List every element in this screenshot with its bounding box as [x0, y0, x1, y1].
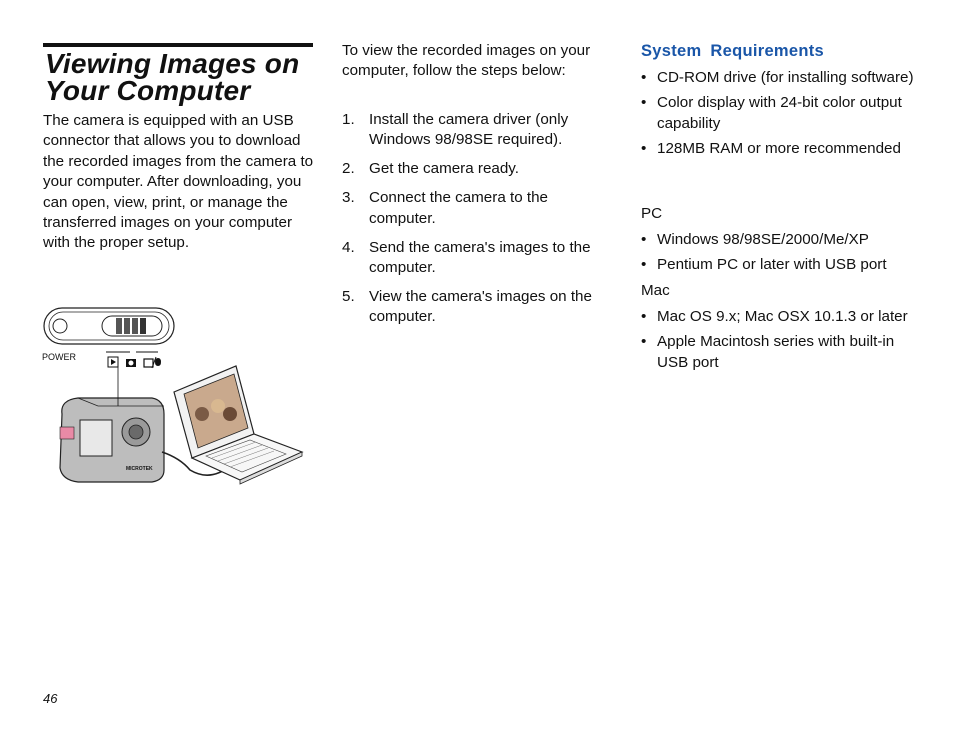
step-text: Send the camera's images to the computer.: [369, 238, 591, 276]
mac-label: Mac: [641, 282, 670, 299]
requirement-text: Color display with 24-bit color output capability: [657, 94, 902, 132]
requirement-text: CD-ROM drive (for installing software): [657, 69, 914, 86]
requirement-item: [641, 255, 916, 275]
camera-brand-text: MICROTEK: [126, 466, 153, 472]
requirement-text: Mac OS 9.x; Mac OSX 10.1.3 or later: [657, 308, 908, 325]
requirement-item: [641, 93, 916, 134]
page-title: Viewing Images on Your Computer: [45, 48, 300, 106]
requirement-text: Apple Macintosh series with built-in USB port: [657, 333, 895, 371]
step-text: Install the camera driver (only Windows 98/98SE required).: [369, 111, 569, 149]
requirement-text: Windows 98/98SE/2000/Me/XP: [657, 231, 869, 248]
requirement-item: [641, 139, 916, 159]
step-text: Get the camera ready.: [369, 160, 519, 178]
step-number: 2.: [342, 160, 355, 178]
laptop-icon: [174, 366, 302, 484]
bullet: •: [641, 256, 647, 274]
step-text: Connect the camera to the computer.: [369, 189, 548, 227]
requirement-item: [641, 230, 916, 250]
general-requirements-list: [641, 68, 916, 165]
step-text: View the camera's images on the computer.: [369, 287, 592, 326]
step-number: 5.: [342, 287, 355, 305]
steps-list: [342, 110, 604, 336]
power-switch-icon: [44, 308, 174, 344]
step-number: 3.: [342, 189, 355, 207]
pc-requirements-list: [641, 230, 916, 281]
power-label: POWER: [42, 352, 77, 362]
step-item: [342, 238, 604, 279]
system-requirements-heading: System Requirements: [641, 42, 825, 60]
bullet: •: [641, 69, 647, 86]
pc-label: PC: [641, 205, 663, 222]
mac-requirements-list: [641, 307, 916, 378]
camera-icon: [60, 364, 164, 482]
step-item: [342, 110, 604, 151]
bullet: •: [641, 94, 647, 112]
step-number: 4.: [342, 238, 355, 256]
camera-laptop-illustration: [40, 302, 305, 492]
bullet: •: [641, 308, 647, 325]
page-number: 46: [43, 691, 58, 706]
title-rule: [43, 43, 313, 47]
bullet: •: [641, 333, 647, 351]
bullet: •: [641, 140, 647, 158]
mode-icons: [106, 352, 161, 368]
requirement-item: [641, 307, 916, 327]
step-item: [342, 159, 604, 179]
requirement-item: [641, 332, 916, 373]
step-item: [342, 287, 604, 328]
requirement-text: 128MB RAM or more recommended: [657, 140, 901, 158]
requirement-item: [641, 68, 916, 88]
step-item: [342, 188, 604, 229]
intro-paragraph: The camera is equipped with an USB connector that allows you to download the recorded images from the camera to your computer. After downloading, you can open, view, print, or manage the transferred images on your computer with the proper setup.: [43, 112, 314, 252]
steps-intro: To view the recorded images on your computer, follow the steps below:: [342, 42, 591, 80]
step-number: 1.: [342, 111, 355, 128]
bullet: •: [641, 231, 647, 248]
requirement-text: Pentium PC or later with USB port: [657, 256, 887, 274]
